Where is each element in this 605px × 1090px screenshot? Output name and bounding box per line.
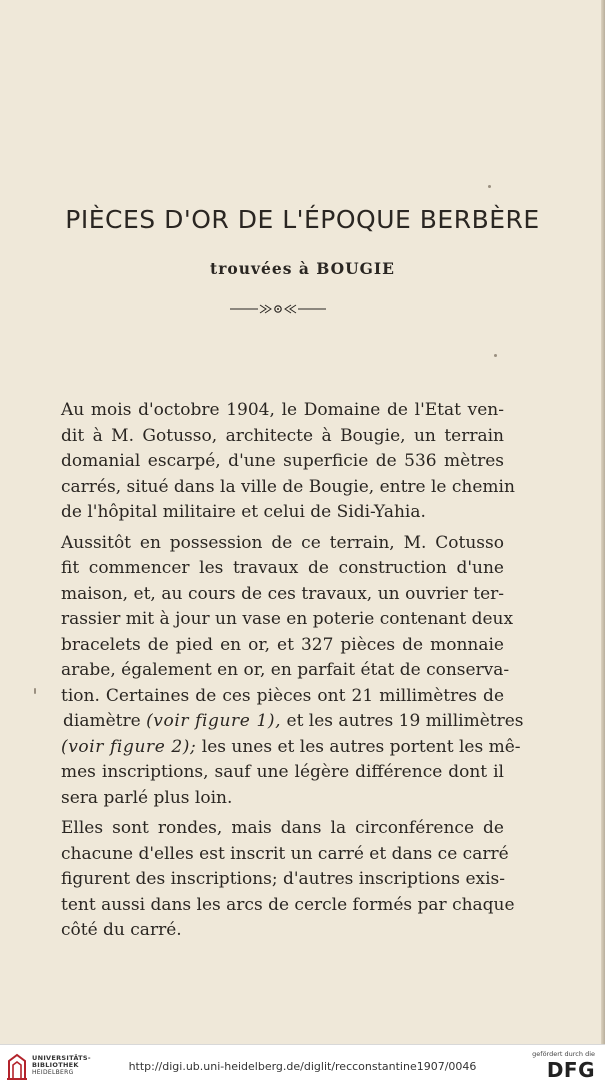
figure-reference: (voir figure 2); — [61, 736, 197, 757]
text-line: (voir figure 2); les unes et les autres portent les mê- — [61, 736, 521, 757]
figure-reference: (voir figure 1), — [146, 711, 282, 731]
text-line: tion. Certaines de ces pièces ont 21 millimètres de — [61, 685, 504, 706]
funding-label: gefördert durch die — [532, 1050, 595, 1058]
text-line: arabe, également en or, en parfait état de conserva- — [61, 660, 510, 680]
text-line: dit à M. Gotusso, architecte à Bougie, un terrain — [61, 425, 504, 446]
permalink-url[interactable]: http://digi.ub.uni-heidelberg.de/diglit/recconstantine1907/0046 — [128, 1060, 477, 1073]
text-line: carrés, situé dans la ville de Bougie, entre le chemin — [61, 476, 515, 497]
text-line: fit commencer les travaux de construction d'une — [61, 558, 504, 578]
dfg-funding[interactable] — [532, 1050, 595, 1081]
text-line: sera parlé plus loin. — [61, 787, 233, 808]
text-line: de l'hôpital militaire et celui de Sidi-Yahia. — [61, 502, 426, 522]
page-subtitle: trouvées à BOUGIE — [210, 259, 395, 278]
text-line: Elles sont rondes, mais dans la circonférence de — [61, 818, 504, 838]
ornament-divider-icon — [228, 302, 328, 316]
speck — [494, 354, 497, 357]
speck — [488, 185, 491, 188]
dfg-logo: DFG — [546, 1058, 595, 1082]
text-line: diamètre (voir figure 1), et les autres 19 millimètres — [63, 711, 524, 731]
text-line: tent aussi dans les arcs de cercle formés par chaque — [61, 894, 515, 915]
body-text — [61, 398, 524, 944]
page-title: PIÈCES D'OR DE L'ÉPOQUE BERBÈRE — [65, 205, 540, 234]
text-line: chacune d'elles est inscrit un carré et dans ce carré — [61, 843, 509, 864]
paragraph-2 — [61, 531, 524, 812]
text-line: figurent des inscriptions; d'autres inscriptions exis- — [61, 869, 505, 889]
paragraph-3 — [61, 816, 515, 944]
library-logo-text[interactable]: UNIVERSITÄTS- BIBLIOTHEK HEIDELBERG — [32, 1054, 91, 1076]
text-line: bracelets de pied en or, et 327 pièces de monnaie — [61, 634, 504, 655]
text-line: Aussitôt en possession de ce terrain, M. Cotusso — [61, 532, 504, 553]
text-line: domanial escarpé, d'une superficie de 536 mètres — [61, 451, 504, 471]
paragraph-1 — [61, 398, 515, 526]
page-spine-edge — [601, 0, 605, 1044]
text-line: Au mois d'octobre 1904, le Domaine de l'Etat ven- — [61, 400, 504, 420]
text-line: côté du carré. — [61, 920, 182, 940]
text-line: maison, et, au cours de ces travaux, un ouvrier ter- — [61, 583, 504, 604]
speck — [34, 688, 36, 694]
text-line: mes inscriptions, sauf une légère différence dont il — [61, 762, 504, 782]
viewer-footer — [0, 1044, 605, 1090]
text-line: rassier mit à jour un vase en poterie contenant deux — [61, 609, 514, 629]
